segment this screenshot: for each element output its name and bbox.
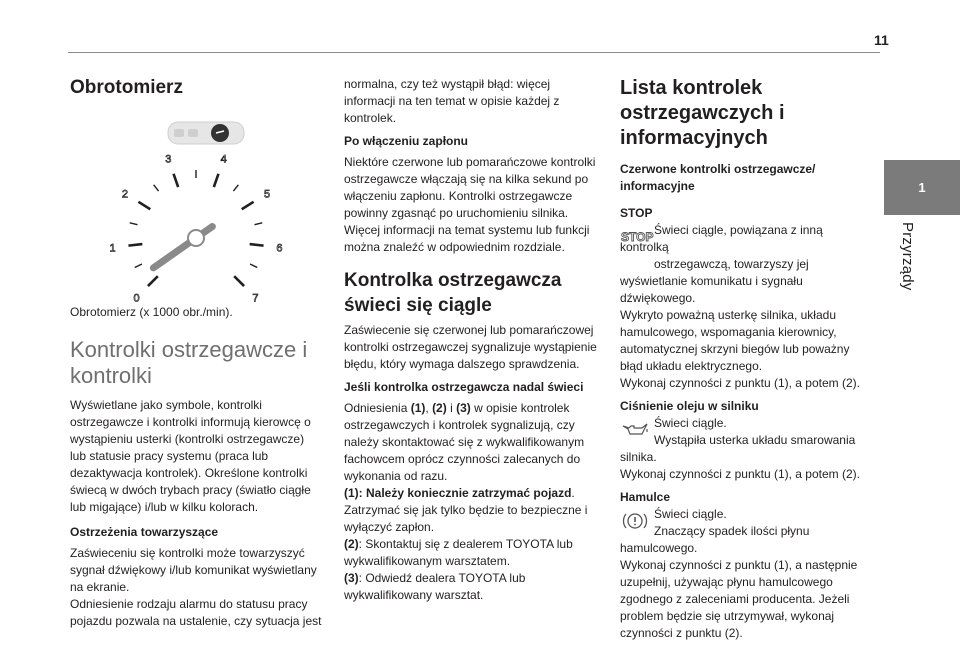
- gauge-dial: [109, 154, 282, 305]
- ref-text-a: Odniesienia: [344, 401, 411, 415]
- section-heading-warning-lights: Kontrolki ostrzegawcze i kontrolki: [70, 337, 308, 388]
- step-2-text: : Skontaktuj się z dealerem TOYOTA lub wykwalifikowanym warsztatem.: [344, 537, 573, 568]
- gauge-label: 0: [133, 292, 140, 305]
- gauge-minor-tick: [154, 185, 159, 191]
- chapter-tab-number: 1: [918, 180, 926, 195]
- chapter-label: Przyrządy: [899, 222, 916, 291]
- column-3: [620, 76, 872, 642]
- step-1-bold: : Należy koniecznie zatrzymać pojazd: [358, 486, 572, 500]
- section-heading-steady-warning: Kontrolka ostrzegawcza świeci się ciągle: [344, 270, 562, 316]
- warning-oil-title: Ciśnienie oleju w silniku: [620, 399, 759, 413]
- warning-brakes-line2: Znaczący spadek ilości płynu: [654, 524, 810, 538]
- warning-stop-line2: ostrzegawczą, towarzyszy jej: [654, 257, 809, 271]
- accompanying-alerts-text: Zaświeceniu się kontrolki może towarzyszyć sygnał dźwiękowy i/lub komunikat wyświetlany na ekranie. Odniesienie rodzaju alarmu do statusu pracy pojazdu pozwala na ustalenie, czy sytuacja jest: [70, 546, 322, 628]
- step-1: [344, 485, 600, 536]
- warning-brakes-line1: Świeci ciągle.: [654, 507, 727, 521]
- gauge-label: 7: [252, 292, 259, 305]
- gauge-label: 5: [264, 188, 271, 201]
- step-2-label: (2): [344, 537, 359, 551]
- tachometer-caption: Obrotomierz (x 1000 obr./min).: [70, 305, 233, 319]
- step-3-text: : Odwiedź dealera TOYOTA lub wykwalifikowany warsztat.: [344, 571, 526, 602]
- warning-stop-line1: Świeci ciągle, powiązana z inną kontrolką: [620, 223, 823, 254]
- warning-oil-pressure: [620, 398, 872, 483]
- warning-oil-line2: Wystąpiła usterka układu smarowania: [654, 433, 856, 447]
- step-1-text: . Zatrzymać się jak tylko będzie to bezpieczne i wyłączyć zapłon.: [344, 486, 588, 534]
- sub-heading-ignition-on: Po włączeniu zapłonu: [344, 134, 469, 148]
- warning-stop: [620, 205, 872, 392]
- steady-warning-text: Zaświecenie się czerwonej lub pomarańczowej kontrolki ostrzegawczej sygnalizuje wystąpienie błędu, który wymaga dalszego sprawdzenia.: [344, 323, 597, 371]
- section-heading-tachometer: Obrotomierz: [70, 77, 183, 98]
- gauge-minor-tick: [135, 264, 142, 267]
- gauge-minor-tick: [130, 223, 138, 225]
- gauge-minor-tick: [250, 264, 257, 267]
- warning-brakes-rest: hamulcowego. Wykonaj czynności z punktu (1), a następnie uzupełnij, używając płynu hamulcowego zgodnego z zaleceniami producenta. Jeżeli problem będzie się utrzymywał, wykonaj czynności z punktu (2).: [620, 541, 858, 640]
- gauge-major-tick: [138, 202, 150, 209]
- gauge-label: 3: [165, 153, 172, 166]
- section-heading-warning-list: Lista kontrolek ostrzegawczych i informacyjnych: [620, 77, 785, 149]
- gauge-major-tick: [214, 174, 219, 187]
- warning-lights-intro: Wyświetlane jako symbole, kontrolki ostrzegawcze i kontrolki informują kierowcę o wystąpieniu usterki (kontrolki ostrzegawcze) lub statusie pracy systemu (praca lub dezaktywacja kontrolek). Określone kontrolki świecą w dwóch trybach pracy (światło ciągłe lub migające) i/lub w kilku kolorach.: [70, 398, 311, 514]
- tachometer-illustration: [70, 118, 322, 305]
- ref-text-c: i: [446, 401, 457, 415]
- sub-heading-still-on: Jeśli kontrolka ostrzegawcza nadal świeci: [344, 380, 584, 394]
- oil-can-icon: [620, 417, 650, 443]
- ref-3: (3): [456, 401, 471, 415]
- ref-text-d: w opisie kontrolek ostrzegawczych i kontrolek sygnalizują, czy należy skontaktować się z wykwalifikowanym fachowcem oprócz czynności zalecanych do wykonania od razu.: [344, 401, 585, 483]
- gauge-label: 1: [109, 242, 116, 255]
- ignition-on-text: Niektóre czerwone lub pomarańczowe kontrolki ostrzegawcze włączają się na kilka sekund po włączeniu zapłonu. Kontrolki ostrzegawcze powinny zgasnąć po uruchomieniu silnika. Więcej informacji na temat systemu lub funkcji można znaleźć w odpowiednim rozdziale.: [344, 155, 596, 254]
- display-knob: [211, 124, 229, 142]
- warning-stop-rest: wyświetlanie komunikatu i sygnału dźwiękowego. Wykryto poważną usterkę silnika, układu hamulcowego, wspomagania kierownicy, automatycznej skrzyni biegów lub poważny błąd układu elektrycznego. Wykonaj czynności z punktu (1), a potem (2).: [620, 274, 860, 390]
- step-3-label: (3): [344, 571, 359, 585]
- gauge-minor-tick: [233, 185, 238, 191]
- gauge-label: 4: [220, 153, 227, 166]
- ref-text-b: ,: [425, 401, 433, 415]
- brake-warning-icon: [620, 508, 650, 534]
- gauge-hub: [188, 230, 204, 246]
- step-2: [344, 536, 600, 570]
- column-1: [70, 76, 322, 630]
- warning-brakes: [620, 489, 872, 642]
- top-rule: [68, 52, 880, 53]
- gauge-major-tick: [148, 276, 158, 286]
- warning-stop-title: STOP: [620, 206, 653, 220]
- gauge-minor-tick: [254, 223, 262, 225]
- gauge-needle: [153, 227, 212, 268]
- gauge-label: 6: [276, 242, 283, 255]
- stop-icon: [620, 224, 654, 250]
- svg-text:STOP: STOP: [621, 230, 654, 244]
- gauge-label: 2: [121, 188, 128, 201]
- continued-text: normalna, czy też wystąpił błąd: więcej informacji na ten temat w opisie każdej z kontrolek.: [344, 77, 560, 125]
- references-text: [344, 400, 600, 485]
- step-3: [344, 570, 600, 604]
- warning-oil-line1: Świeci ciągle.: [654, 416, 727, 430]
- sub-heading-accompanying-alerts: Ostrzeżenia towarzyszące: [70, 525, 219, 539]
- column-2: [344, 76, 600, 604]
- gauge-major-tick: [128, 244, 142, 246]
- gauge-major-tick: [242, 202, 254, 209]
- warning-oil-rest: silnika. Wykonaj czynności z punktu (1), a potem (2).: [620, 450, 860, 481]
- warning-brakes-title: Hamulce: [620, 490, 671, 504]
- ref-1: (1): [410, 401, 426, 415]
- page-number: 11: [874, 32, 889, 48]
- step-1-label: (1): [344, 486, 359, 500]
- chapter-tab[interactable]: [884, 160, 960, 215]
- sub-heading-red-warnings: Czerwone kontrolki ostrzegawcze/ informacyjne: [620, 162, 816, 193]
- ref-2: (2): [432, 401, 447, 415]
- gauge-major-tick: [250, 244, 264, 246]
- gauge-major-tick: [234, 276, 244, 286]
- gauge-major-tick: [174, 174, 179, 187]
